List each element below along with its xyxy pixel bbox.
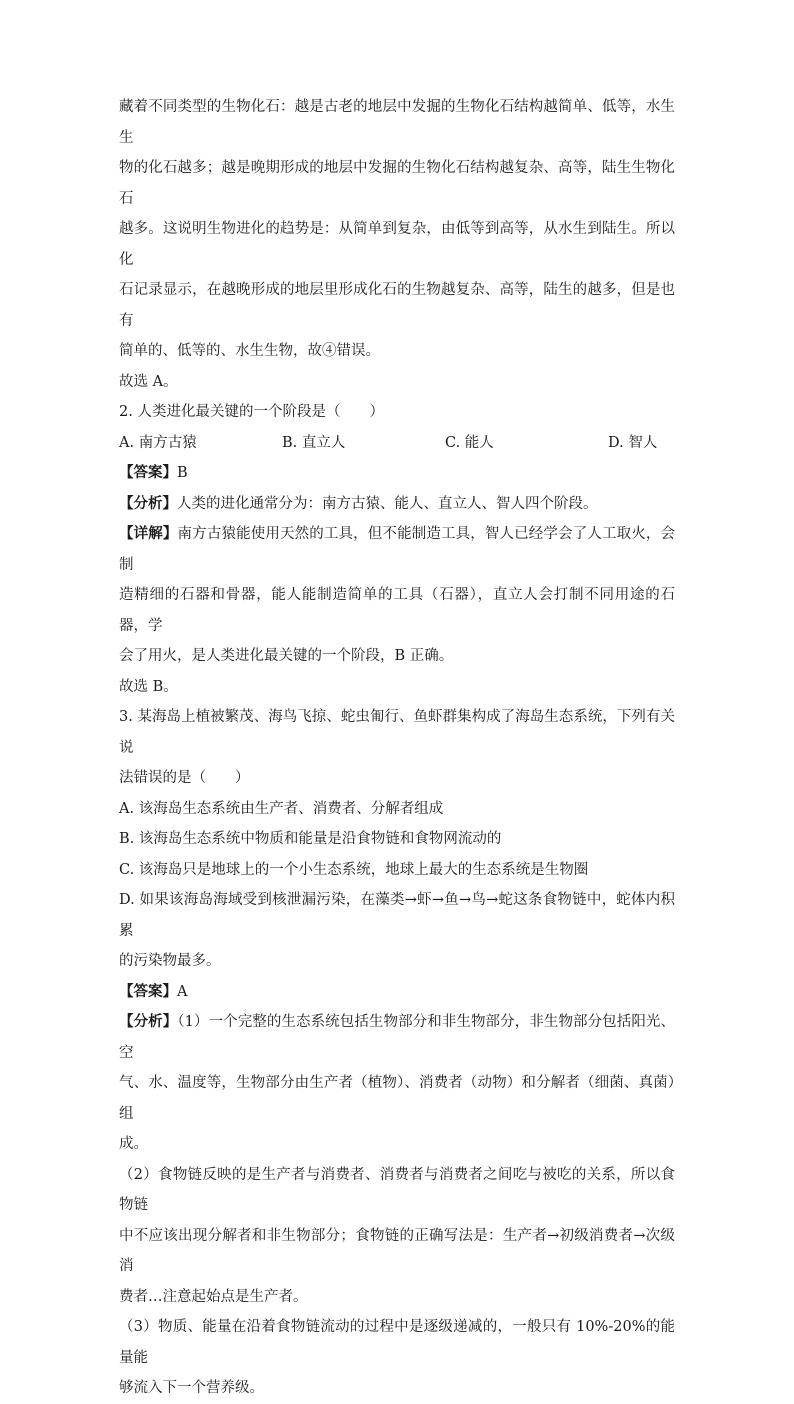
q3-analysis-line: 费者…注意起始点是生产者。 [119, 1288, 308, 1305]
continuation-line: 越多。这说明生物进化的趋势是：从简单到复杂，由低等到高等，从水生到陆生。所以化 [119, 221, 675, 268]
q3-analysis-line: 成。 [119, 1136, 148, 1152]
continuation-line: 石记录显示，在越晚形成的地层里形成化石的生物越复杂、高等，陆生的越多，但是也有 [119, 282, 675, 329]
q3-option-d-line: D. 如果该海岛海域受到核泄漏污染，在藻类→虾→鱼→鸟→蛇这条食物链中，蛇体内积累 [119, 892, 675, 939]
q3-analysis [119, 1007, 675, 1068]
analysis-tag: 【分析】 [119, 494, 177, 512]
analysis-tag: 【分析】 [119, 1013, 178, 1030]
q3-option-d-line: 的污染物最多。 [119, 953, 221, 969]
q2-stem: 2. 人类进化最关键的一个阶段是（ ） [119, 404, 384, 420]
q2-option-b: B. 直立人 [282, 434, 346, 451]
answer-value: B [177, 465, 188, 481]
q3-analysis-line: 中不应该出现分解者和非生物部分；食物链的正确写法是：生产者→初级消费者→次级消 [119, 1227, 675, 1274]
q3-analysis-line: （2）食物链反映的是生产者与消费者、消费者与消费者之间吃与被吃的关系，所以食物链 [119, 1166, 675, 1213]
q3-analysis-line: 够流入下一个营养级。 [119, 1380, 264, 1396]
q2-detail-line: 造精细的石器和骨器，能人能制造简单的工具（石器），直立人会打制不同用途的石器，学 [119, 587, 675, 634]
detail-tag: 【详解】 [119, 525, 178, 542]
q2-choice: 故选 B。 [119, 678, 178, 695]
q2-answer [119, 458, 675, 489]
analysis-line: （1）一个完整的生态系统包括生物部分和非生物部分，非生物部分包括阳光、空 [119, 1014, 675, 1061]
q2-option-d: D. 智人 [608, 434, 658, 451]
q2-option-c: C. 能人 [445, 434, 494, 451]
q2-options [119, 428, 675, 459]
answer-tag: 【答案】 [119, 982, 177, 1000]
continuation-line: 简单的、低等的、水生生物，故④错误。 [119, 343, 380, 359]
q3-option-b: B. 该海岛生态系统中物质和能量是沿食物链和食物网流动的 [119, 831, 502, 847]
continuation-line: 物的化石越多；越是晚期形成的地层中发掘的生物化石结构越复杂、高等，陆生生物化石 [119, 160, 675, 207]
q2-detail-line: 会了用火，是人类进化最关键的一个阶段，B 正确。 [119, 648, 454, 664]
continuation-line: 藏着不同类型的生物化石：越是古老的地层中发掘的生物化石结构越简单、低等，水生生 [119, 99, 675, 146]
q3-stem-line: 法错误的是（ ） [119, 770, 250, 786]
q1-choice: 故选 A。 [119, 373, 178, 390]
q3-answer [119, 977, 675, 1008]
analysis-text: 人类的进化通常分为：南方古猿、能人、直立人、智人四个阶段。 [177, 495, 598, 512]
q3-analysis-line: （3）物质、能量在沿着食物链流动的过程中是逐级递减的，一般只有 10%-20%的能量能 [119, 1319, 675, 1366]
q3-stem-line: 3. 某海岛上植被繁茂、海鸟飞掠、蛇虫匍行、鱼虾群集构成了海岛生态系统，下列有关说 [119, 709, 675, 756]
q2-detail [119, 519, 675, 580]
q3-analysis-line: 气、水、温度等，生物部分由生产者（植物）、消费者（动物）和分解者（细菌、真菌）组 [119, 1075, 675, 1122]
answer-tag: 【答案】 [119, 464, 177, 481]
q2-analysis [119, 489, 675, 520]
page-content [119, 92, 675, 1404]
q2-option-a: A. 南方古猿 [119, 434, 197, 451]
q3-option-c: C. 该海岛只是地球上的一个小生态系统，地球上最大的生态系统是生物圈 [119, 861, 589, 878]
q3-option-a: A. 该海岛生态系统由生产者、消费者、分解者组成 [119, 800, 444, 817]
detail-line: 南方古猿能使用天然的工具，但不能制造工具，智人已经学会了人工取火，会制 [119, 526, 676, 573]
answer-value: A [177, 983, 188, 1000]
